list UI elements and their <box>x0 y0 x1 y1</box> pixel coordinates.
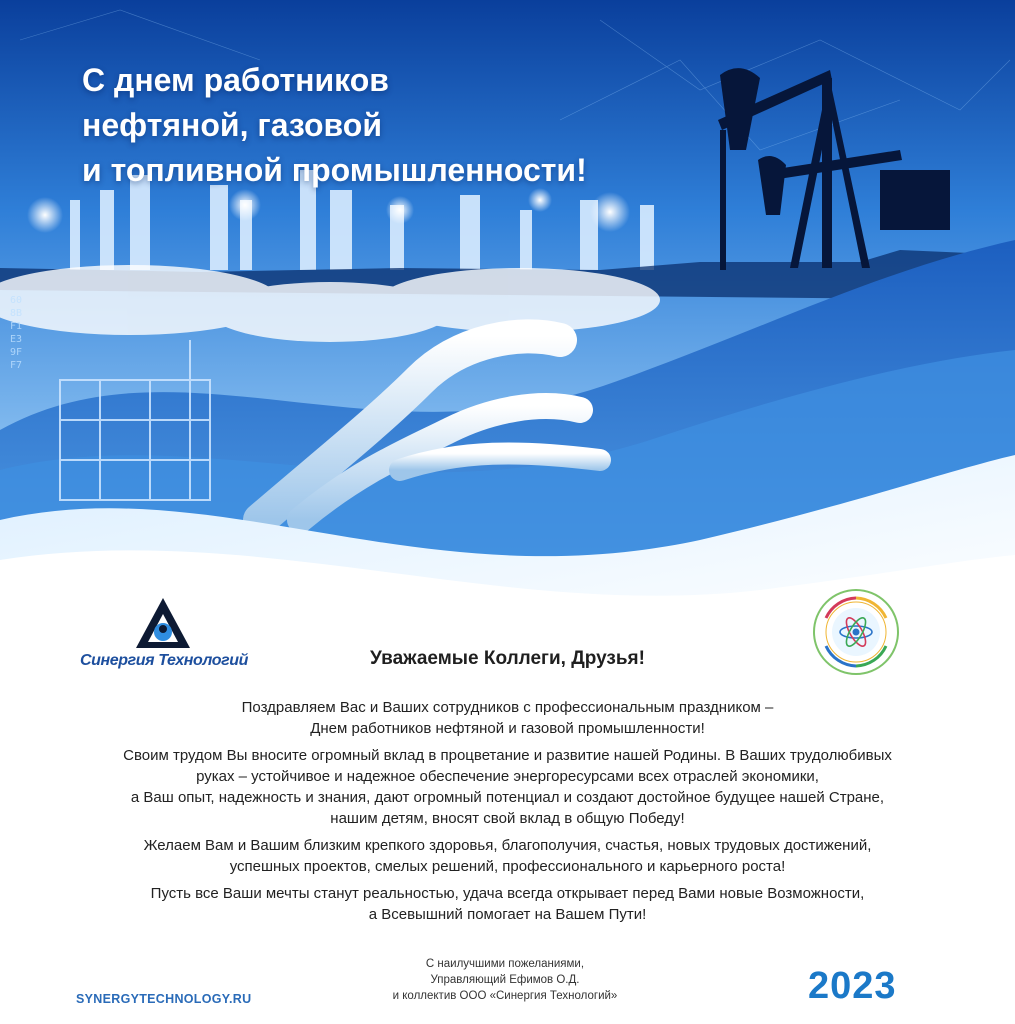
message-paragraph <box>40 883 975 925</box>
message-line: а Ваш опыт, надежность и знания, дают огромный потенциал и создают достойное будущее нашей Стране, <box>130 789 885 806</box>
greeting-heading: Уважаемые Коллеги, Друзья! <box>370 648 645 669</box>
hex-code: 9F <box>10 347 23 358</box>
headline-line: С днем работников <box>82 62 389 98</box>
message-paragraph <box>40 745 975 829</box>
message-body <box>40 697 975 931</box>
signature-block <box>340 956 670 1004</box>
year-label: 2023 <box>808 965 897 1007</box>
signature-line: Управляющий Ефимов О.Д. <box>430 974 580 986</box>
message-line: Поздравляем Вас и Ваших сотрудников с профессиональным праздником – <box>241 699 774 716</box>
hex-code: F7 <box>10 360 23 371</box>
hex-code-column <box>10 294 22 372</box>
message-line: Желаем Вам и Вашим близким крепкого здоровья, благополучия, счастья, новых трудовых достижений, <box>143 837 872 854</box>
hex-code: 60 <box>10 295 23 306</box>
message-line: а Всевышний помогает на Вашем Пути! <box>368 906 647 923</box>
message-line: нашим детям, вносят свой вклад в общую Победу! <box>330 810 685 827</box>
message-line: Своим трудом Вы вносите огромный вклад в процветание и развитие нашей Родины. В Ваших трудолюбивых <box>123 747 892 764</box>
message-line: руках – устойчивое и надежное обеспечение энергоресурсами всех отраслей экономики, <box>196 768 819 785</box>
company-logo-icon <box>134 596 192 650</box>
headline-line: и топливной промышленности! <box>82 152 587 188</box>
headline <box>82 58 587 193</box>
headline-line: нефтяной, газовой <box>82 107 383 143</box>
signature-line: С наилучшими пожеланиями, <box>425 958 585 970</box>
message-line: Пусть все Ваши мечты станут реальностью, удача всегда открывает перед Вами новые Возможности, <box>150 885 865 902</box>
signature-line: и коллектив ООО «Синергия Технологий» <box>392 990 618 1002</box>
message-line: успешных проектов, смелых решений, профессионального и карьерного роста! <box>229 858 786 875</box>
hex-code: F1 <box>10 321 23 332</box>
hex-code: 8B <box>10 308 23 319</box>
message-paragraph <box>40 835 975 877</box>
message-paragraph <box>40 697 975 739</box>
website-link[interactable]: SYNERGYTECHNOLOGY.RU <box>76 992 252 1006</box>
message-line: Днем работников нефтяной и газовой промышленности! <box>310 720 705 737</box>
hex-code: E3 <box>10 334 23 345</box>
company-name: Синергия Технологий <box>79 652 249 669</box>
